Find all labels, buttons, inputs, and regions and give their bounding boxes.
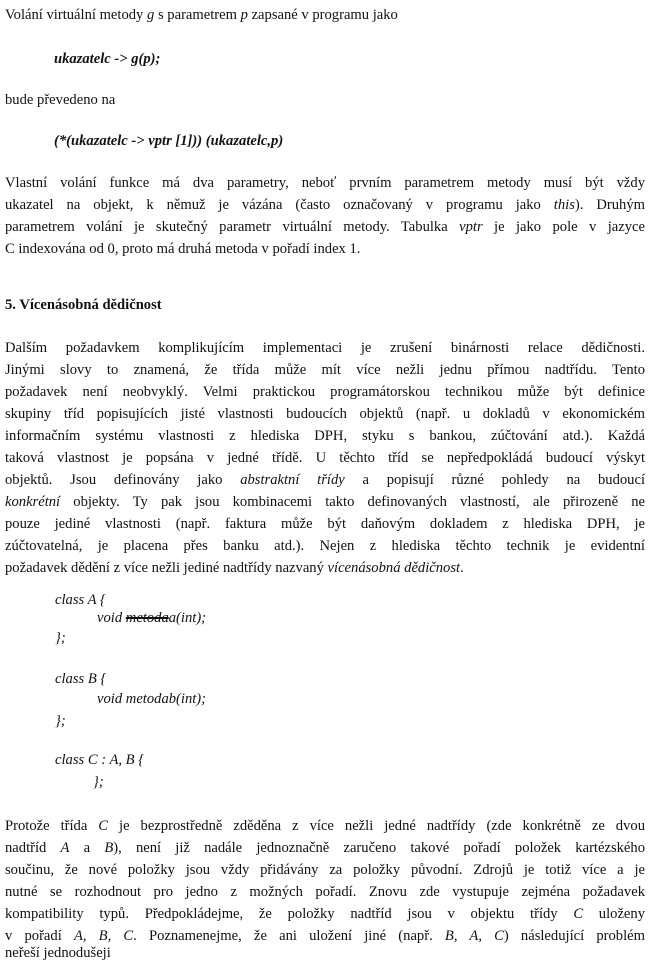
paragraph-2-line: skupiny tříd popisujících jisté vlastnosti budoucích objektů (např. u dokladů v ekonomickém bbox=[5, 406, 645, 422]
paragraph-2-line: objektů. Jsou definovány jako abstraktní třídy a popisují různé pohledy na budoucí bbox=[5, 472, 645, 488]
paragraph-3-line: nadtříd A a B), není již nadále jednoznačně zaručeno takové pořadí položek kartézského bbox=[5, 840, 645, 856]
paragraph-2-line: konkrétní objekty. Ty pak jsou kombinacemi takto definovaných vlastností, ale přirozeně ne bbox=[5, 494, 645, 510]
code-class-c-close: }; bbox=[93, 774, 104, 790]
paragraph-2-line: požadavek není neobvyklý. Velmi praktickou programátorskou technikou může být definice bbox=[5, 384, 645, 400]
section-heading: 5. Vícenásobná dědičnost bbox=[5, 297, 162, 313]
paragraph-2-line: Jinými slovy to znamená, že třída může mít více nežli jednu přímou nadtřídu. Tento bbox=[5, 362, 645, 378]
code-class-c-open: class C : A, B { bbox=[55, 752, 145, 768]
paragraph-1-line: C indexována od 0, proto má druhá metoda v pořadí index 1. bbox=[5, 241, 361, 257]
code-call-example: ukazatelc -> g(p); bbox=[54, 51, 161, 67]
paragraph-2-line: taková vlastnost je popsána v jedné třídě. U těchto tříd se nepředpokládá budoucí výskyt bbox=[5, 450, 645, 466]
paragraph-3-line: Protože třída C je bezprostředně zděděna z více nežli jedné nadtřídy (zde konkrétně ze dvou bbox=[5, 818, 645, 834]
code-class-a-close: }; bbox=[55, 630, 66, 646]
paragraph-2-line: zúčtovatelná, je placena přes banku atd.). Nejen z hlediska těchto technik je evidentní bbox=[5, 538, 645, 554]
paragraph-1-line: Vlastní volání funkce má dva parametry, neboť prvním parametrem metody musí být vždy bbox=[5, 175, 645, 191]
converted-line: bude převedeno na bbox=[5, 92, 116, 108]
paragraph-3-line: neřeší jednodušeji bbox=[5, 945, 111, 961]
paragraph-1-line: parametrem volání je skutečný parametr virtuální metody. Tabulka vptr je jako pole v jazyce bbox=[5, 219, 645, 235]
intro-line: Volání virtuální metody g s parametrem p zapsané v programu jako bbox=[5, 7, 398, 23]
code-class-a-open: class A { bbox=[55, 592, 106, 608]
code-class-b-close: }; bbox=[55, 713, 66, 729]
paragraph-2-line: Dalším požadavkem komplikujícím implementaci je zrušení binárnosti relace dědičnosti. bbox=[5, 340, 645, 356]
code-class-a-method: void metodaa(int); bbox=[97, 610, 207, 626]
code-vptr-example: (*(ukazatelc -> vptr [1])) (ukazatelc,p) bbox=[54, 133, 284, 149]
paragraph-3-line: v pořadí A, B, C. Poznamenejme, že ani uložení jiné (např. B, A, C) následující problém bbox=[5, 928, 645, 944]
paragraph-2-line: pouze jediné vlastnosti (např. faktura může být daňovým dokladem z hlediska DPH, je bbox=[5, 516, 645, 532]
paragraph-1-line: ukazatel na objekt, k němuž je vázána (často označovaný v programu jako this). Druhým bbox=[5, 197, 645, 213]
paragraph-3-line: nutné se rozhodnout pro jedno z možných pořadí. Znovu zde vystupuje zejména požadavek bbox=[5, 884, 645, 900]
paragraph-3-line: součinu, že nové položky jsou vždy přidávány za položky původní. Zdrojů je totiž více a je bbox=[5, 862, 645, 878]
paragraph-2-line: požadavek dědění z více nežli jediné nadtřídy nazvaný vícenásobná dědičnost. bbox=[5, 560, 464, 576]
paragraph-2-line: informačním systému vlastnosti z hlediska DPH, styku s bankou, zúčtování atd.). Každá bbox=[5, 428, 645, 444]
code-class-b-open: class B { bbox=[55, 671, 107, 687]
code-class-b-method: void metodab(int); bbox=[97, 691, 207, 707]
paragraph-3-line: kompatibility typů. Předpokládejme, že položky nadtříd jsou v objektu třídy C uloženy bbox=[5, 906, 645, 922]
